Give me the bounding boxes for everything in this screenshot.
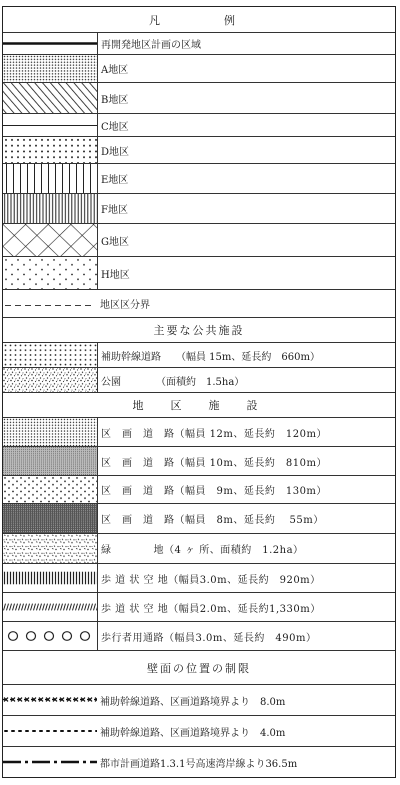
legend-label: A地区 bbox=[101, 65, 129, 76]
section-header-text: 主要な公共施設 bbox=[153, 324, 245, 337]
horizontal-line-icon bbox=[3, 114, 98, 136]
legend-row bbox=[3, 343, 395, 368]
legend-row bbox=[3, 114, 395, 137]
legend-title bbox=[3, 7, 395, 33]
section-header-district-facilities bbox=[3, 393, 395, 418]
gray-stipple-icon bbox=[3, 447, 98, 475]
section-header-public-facilities bbox=[3, 318, 395, 343]
legend-label: 再開発地区計画の区域 bbox=[101, 40, 201, 51]
legend-table bbox=[2, 6, 396, 778]
dot-grid-icon bbox=[3, 343, 98, 367]
legend-label: 地区区分界 bbox=[100, 300, 150, 311]
dot-grid-icon bbox=[3, 137, 98, 163]
legend-row bbox=[3, 593, 395, 622]
legend-label: D地区 bbox=[101, 146, 130, 158]
diagonal-stroke-icon bbox=[3, 593, 98, 621]
dark-stipple-icon bbox=[3, 504, 98, 533]
legend-row bbox=[3, 137, 395, 164]
boundary-line-icon bbox=[3, 33, 98, 54]
legend-row bbox=[3, 622, 395, 651]
sparse-dot-icon bbox=[3, 476, 98, 503]
legend-label: C地区 bbox=[101, 121, 129, 133]
dense-vertical-line-icon bbox=[3, 194, 98, 223]
legend-label: 歩行者用通路（幅員3.0m、延長約 490m） bbox=[101, 632, 317, 644]
legend-row bbox=[3, 476, 395, 504]
legend-row bbox=[3, 534, 395, 564]
legend-label: 補助幹線道路、区画道路境界より 4.0m bbox=[100, 727, 286, 739]
legend-label: 補助幹線道路 （幅員 15m、延長約 660m） bbox=[101, 351, 320, 363]
legend-label: 緑 地（4 ヶ 所、面積約 1.2ha） bbox=[101, 545, 304, 556]
diagonal-hatch-icon bbox=[3, 83, 98, 113]
dense-dot-icon bbox=[3, 55, 98, 82]
sparse-dot-icon bbox=[3, 257, 98, 289]
legend-label: 歩 道 状 空 地（幅員3.0m、延長約 920m） bbox=[101, 574, 321, 586]
legend-row bbox=[3, 564, 395, 593]
legend-label: B地区 bbox=[101, 94, 129, 106]
legend-row bbox=[3, 194, 395, 224]
vertical-line-icon bbox=[3, 164, 98, 193]
legend-row bbox=[3, 447, 395, 476]
legend-row bbox=[3, 368, 395, 393]
legend-row bbox=[3, 716, 395, 747]
legend-label: 補助幹線道路、区画道路境界より 8.0m bbox=[100, 696, 286, 708]
legend-row bbox=[3, 685, 395, 716]
legend-label: 区 画 道 路（幅員 8m、延長約 55m） bbox=[101, 515, 324, 526]
legend-label: G地区 bbox=[101, 236, 129, 248]
legend-row bbox=[3, 164, 395, 194]
legend-row bbox=[3, 257, 395, 290]
legend-row bbox=[3, 224, 395, 257]
legend-label: 区 画 道 路（幅員 10m、延長約 810m） bbox=[101, 457, 327, 469]
x-dash-line-icon bbox=[3, 685, 97, 715]
legend-label: E地区 bbox=[101, 175, 129, 186]
legend-row bbox=[3, 55, 395, 83]
speckle-icon bbox=[3, 368, 98, 392]
legend-label: 区 画 道 路（幅員 9m、延長約 130m） bbox=[101, 486, 327, 497]
legend-row bbox=[3, 747, 395, 777]
vertical-line-icon bbox=[3, 564, 98, 592]
dense-dot-icon bbox=[3, 418, 98, 446]
speckle-icon bbox=[3, 534, 98, 563]
section-header-text: 壁面の位置の制限 bbox=[147, 661, 251, 675]
dashed-line-icon bbox=[3, 290, 97, 317]
circle-row-icon bbox=[3, 622, 98, 650]
section-header-wall-position bbox=[3, 651, 395, 685]
legend-row bbox=[3, 33, 395, 55]
legend-label: H地区 bbox=[101, 269, 130, 281]
legend-label: 区 画 道 路（幅員 12m、延長約 120m） bbox=[101, 428, 327, 440]
legend-label: 都市計画道路1.3.1号高速湾岸線より36.5m bbox=[100, 758, 298, 770]
legend-label: F地区 bbox=[101, 205, 128, 216]
legend-title-text: 凡 例 bbox=[149, 13, 249, 27]
legend-label: 公園 （面積約 1.5ha） bbox=[101, 376, 245, 388]
dotted-line-icon bbox=[3, 716, 97, 746]
legend-row bbox=[3, 418, 395, 447]
legend-label: 歩 道 状 空 地（幅員2.0m、延長約1,330m） bbox=[101, 603, 321, 615]
legend-row bbox=[3, 83, 395, 114]
section-header-text: 地 区 施 設 bbox=[132, 399, 266, 412]
long-dash-line-icon bbox=[3, 747, 97, 777]
legend-row bbox=[3, 290, 395, 318]
legend-row bbox=[3, 504, 395, 534]
cross-hatch-icon bbox=[3, 224, 98, 256]
